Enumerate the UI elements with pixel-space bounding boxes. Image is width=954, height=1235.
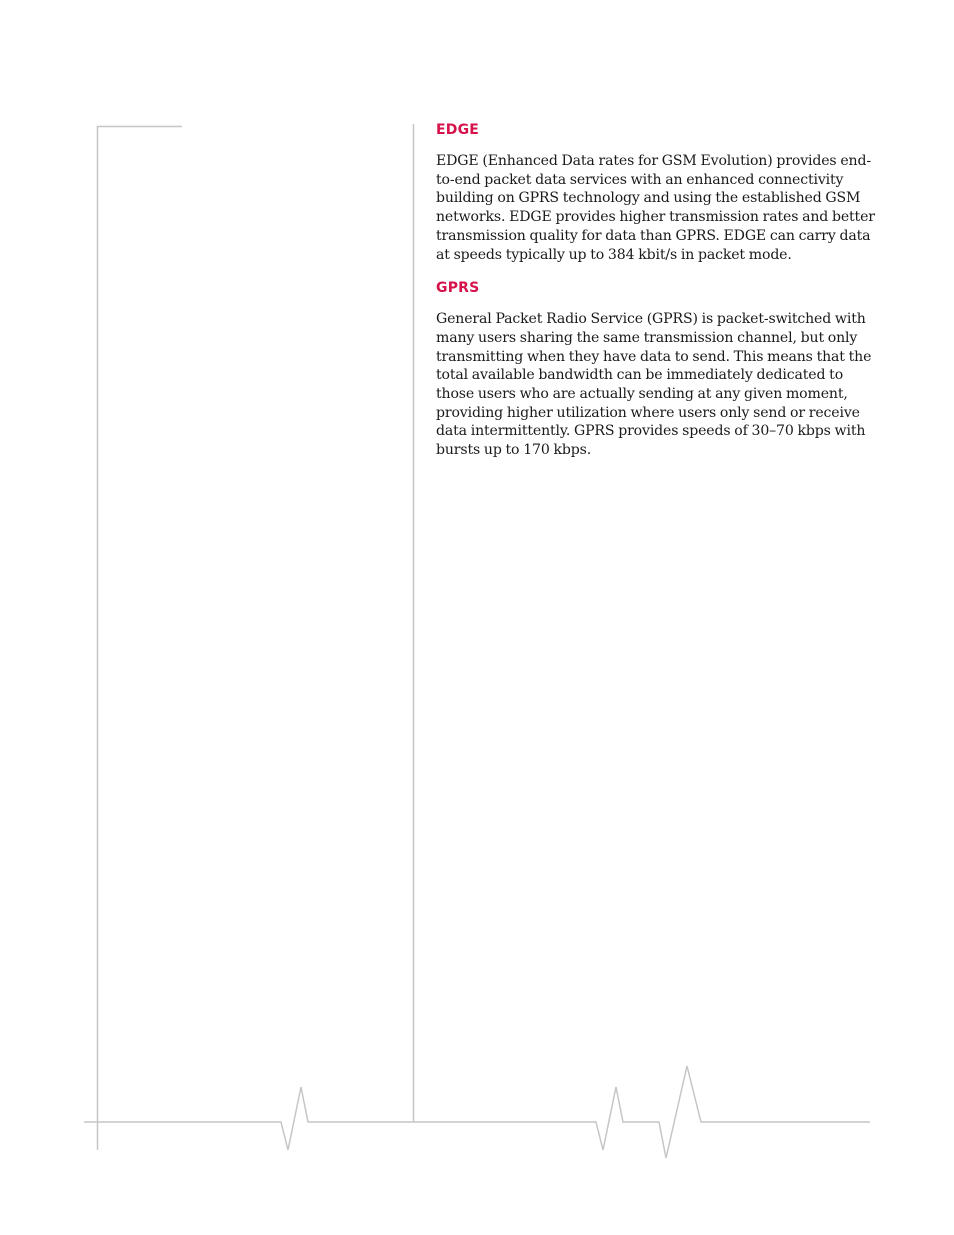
main-content <box>436 120 876 474</box>
section-title-edge: EDGE <box>436 122 480 138</box>
section-gprs <box>436 278 876 460</box>
section-body-gprs: General Packet Radio Service (GPRS) is packet-switched with many users sharing the same transmission channel, but only transmitting when they have data to send. This means that the total available bandwidth can be immediately dedicated to those users who are actually sending at any given moment, providing higher utilization where users only send or receive data intermittently. GPRS provides speeds of 30–70 kbps with bursts up to 170 kbps. <box>436 311 872 459</box>
section-edge <box>436 120 876 264</box>
bottom-rule-with-wave <box>84 1066 870 1158</box>
section-title-gprs: GPRS <box>436 280 480 297</box>
section-body-edge: EDGE (Enhanced Data rates for GSM Evolution) provides end-to-end packet data services with an enhanced connectivity building on GPRS technology and using the established GSM networks. EDGE provides higher transmission rates and better transmission quality for data than GPRS. EDGE can carry data at speeds typically up to 384 kbit/s in packet mode. <box>436 153 875 263</box>
